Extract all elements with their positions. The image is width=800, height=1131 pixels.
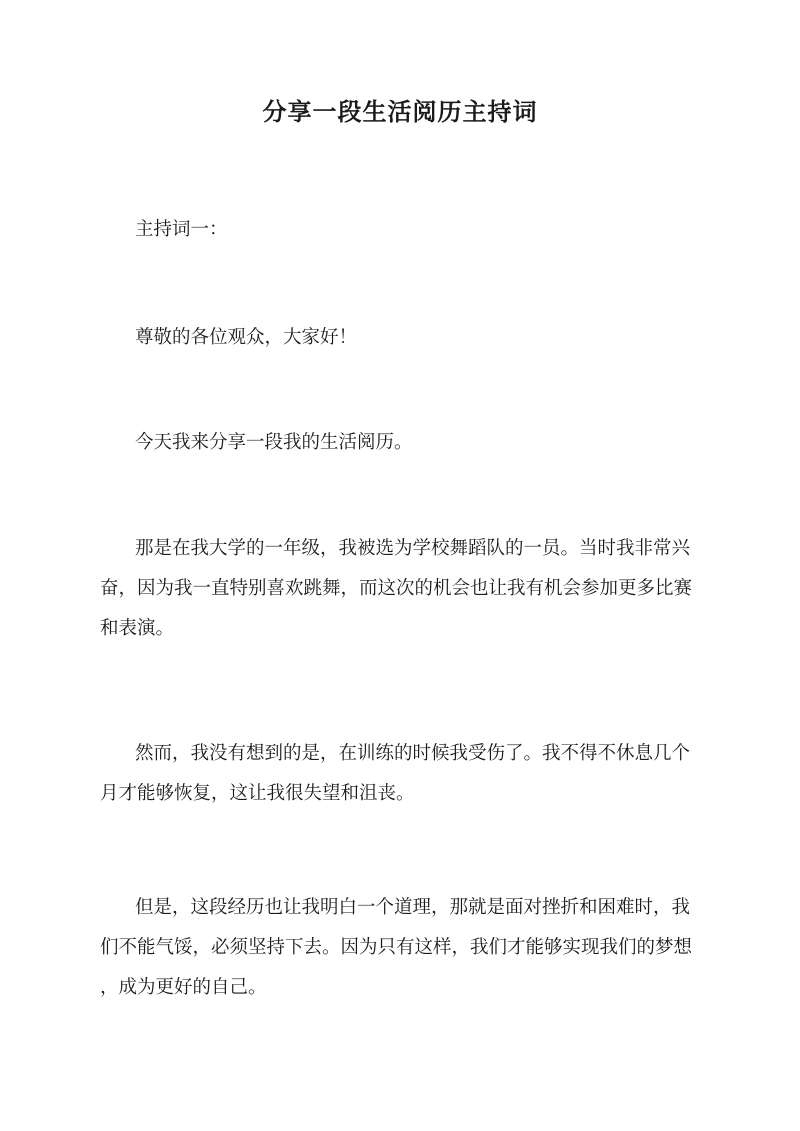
paragraph-line: 但是，这段经历也让我明白一个道理，那就是面对挫折和困难时，我: [135, 897, 691, 918]
paragraph-injury: [100, 734, 702, 814]
paragraph-line: 奋，因为我一直特别喜欢跳舞，而这次的机会也让我有机会参加更多比赛: [100, 578, 693, 599]
paragraph-line: 今天我来分享一段我的生活阅历。: [135, 432, 413, 453]
paragraph-line: 尊敬的各位观众，大家好！: [135, 327, 358, 348]
paragraph-dance-team: [100, 529, 702, 649]
paragraph-host-label: [100, 210, 702, 250]
paragraph-greeting: [100, 318, 702, 358]
paragraph-intro: [100, 423, 702, 463]
paragraph-line: 然而，我没有想到的是，在训练的时候我受伤了。我不得不休息几个: [135, 743, 691, 764]
paragraph-line: 主持词一：: [135, 219, 228, 240]
paragraph-lesson: [100, 888, 702, 1008]
paragraph-line: 月才能够恢复，这让我很失望和沮丧。: [100, 783, 415, 804]
paragraph-line: 们不能气馁，必须坚持下去。因为只有这样，我们才能够实现我们的梦想: [100, 937, 693, 958]
paragraph-line: ，成为更好的自己。: [100, 977, 267, 998]
document-title: 分享一段生活阅历主持词: [262, 97, 538, 126]
paragraph-line: 和表演。: [100, 618, 175, 639]
paragraph-line: 那是在我大学的一年级，我被选为学校舞蹈队的一员。当时我非常兴: [135, 538, 691, 559]
